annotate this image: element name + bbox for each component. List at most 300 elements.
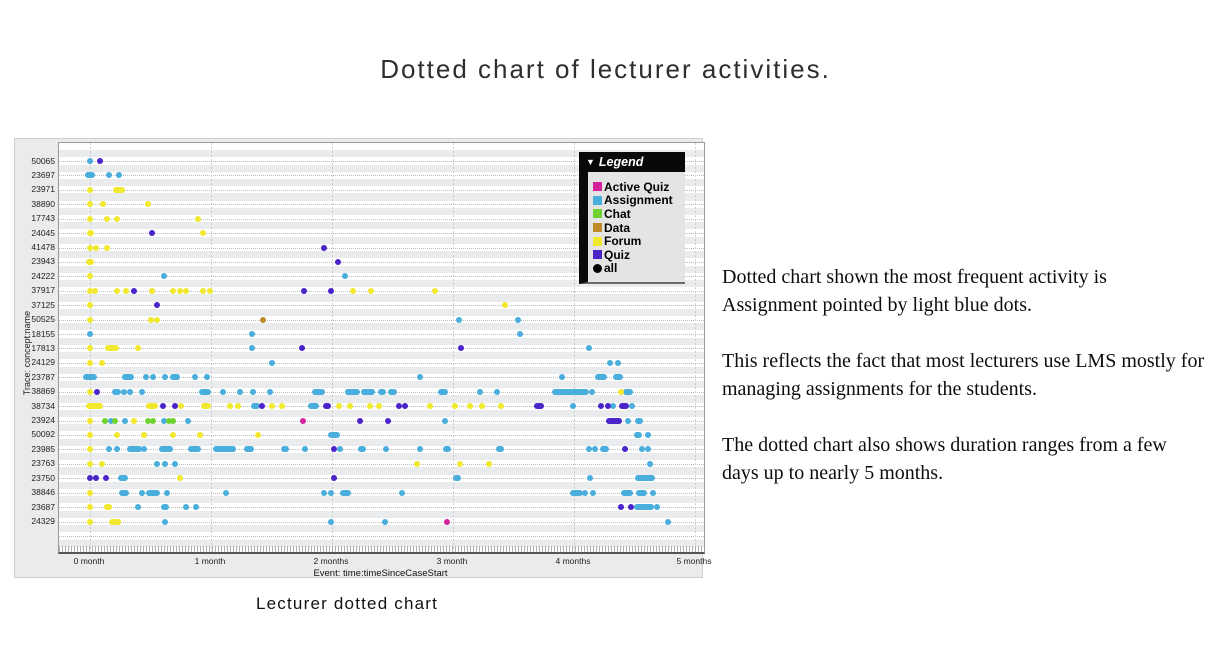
y-axis-label: 38734 xyxy=(31,400,55,411)
dot-as xyxy=(388,389,397,395)
dot-as xyxy=(399,490,405,496)
dot-as xyxy=(139,490,145,496)
page-title: Dotted chart of lecturer activities. xyxy=(380,54,831,84)
dot-as xyxy=(220,389,226,395)
dot-qz xyxy=(628,504,634,510)
dot-fo xyxy=(86,403,103,409)
row-stripe xyxy=(59,453,704,460)
dot-as xyxy=(665,519,671,525)
y-axis-label: 23985 xyxy=(31,443,55,454)
dot-qz xyxy=(103,475,109,481)
row-stripe xyxy=(59,511,704,518)
y-axis-label: 23943 xyxy=(31,256,55,267)
dot-fo xyxy=(145,201,151,207)
dot-as xyxy=(634,504,654,510)
dot-fo xyxy=(197,432,203,438)
row-gridline xyxy=(59,507,704,508)
y-axis-title: Trace: concept:name xyxy=(22,310,32,396)
dot-fo xyxy=(154,317,160,323)
row-stripe xyxy=(59,496,704,503)
dot-as xyxy=(623,389,633,395)
dot-as xyxy=(106,446,112,452)
dot-fo xyxy=(87,418,93,424)
dot-as xyxy=(442,418,448,424)
dot-as xyxy=(135,504,141,510)
dot-fo xyxy=(87,432,93,438)
dot-fo xyxy=(200,288,206,294)
dot-as xyxy=(382,519,388,525)
legend-body xyxy=(579,172,685,284)
dot-fo xyxy=(87,273,93,279)
dot-fo xyxy=(149,288,155,294)
dot-as xyxy=(302,446,308,452)
dot-as xyxy=(199,389,211,395)
y-axis-label: 23787 xyxy=(31,371,55,382)
dot-as xyxy=(141,446,147,452)
dot-fo xyxy=(123,288,129,294)
dot-ch xyxy=(170,418,176,424)
row-stripe xyxy=(59,395,704,402)
dot-as xyxy=(83,374,97,380)
dot-qz xyxy=(598,403,604,409)
dot-as xyxy=(250,389,256,395)
dot-as xyxy=(328,519,334,525)
dot-da xyxy=(260,317,266,323)
dot-as xyxy=(106,172,112,178)
dot-as xyxy=(496,446,504,452)
y-axis-label: 24222 xyxy=(31,270,55,281)
dot-fo xyxy=(87,230,94,236)
dot-as xyxy=(634,432,642,438)
dot-fo xyxy=(178,403,184,409)
x-axis-tick-label: 2 months xyxy=(313,556,349,566)
dot-as xyxy=(328,490,334,496)
row-stripe xyxy=(59,294,704,301)
dot-as xyxy=(321,490,327,496)
legend-entry xyxy=(593,262,681,276)
dotted-chart-panel xyxy=(14,138,712,579)
y-axis-label: 17813 xyxy=(31,342,55,353)
row-gridline xyxy=(59,478,704,479)
dot-as xyxy=(625,418,631,424)
row-stripe xyxy=(59,352,704,359)
dot-as xyxy=(417,446,423,452)
month-gridline xyxy=(211,143,212,552)
dot-fo xyxy=(207,288,213,294)
dot-as xyxy=(267,389,273,395)
dot-fo xyxy=(105,345,119,351)
x-axis-tick-label: 3 month xyxy=(436,556,468,566)
dot-as xyxy=(122,374,134,380)
dot-qz xyxy=(321,245,327,251)
dot-qz xyxy=(622,446,628,452)
dot-as xyxy=(121,389,127,395)
dot-fo xyxy=(414,461,420,467)
dot-qz xyxy=(299,345,305,351)
dot-fo xyxy=(148,317,154,323)
data-swatch-icon xyxy=(593,223,602,232)
dot-fo xyxy=(131,418,137,424)
row-stripe xyxy=(59,525,704,532)
dot-as xyxy=(635,418,643,424)
y-axis-label: 23971 xyxy=(31,184,55,195)
dot-as xyxy=(559,374,565,380)
legend-title: Legend xyxy=(598,155,644,169)
dot-as xyxy=(621,490,633,496)
dot-fo xyxy=(467,403,473,409)
dot-as xyxy=(127,389,133,395)
dot-fo xyxy=(255,432,261,438)
dot-fo xyxy=(87,519,93,525)
y-axis-label: 41478 xyxy=(31,242,55,253)
dot-fo xyxy=(279,403,285,409)
dot-as xyxy=(443,446,451,452)
dot-fo xyxy=(227,403,233,409)
dot-fo xyxy=(100,201,106,207)
dot-ch xyxy=(102,418,108,424)
dot-qz xyxy=(131,288,137,294)
dot-qz xyxy=(93,475,99,481)
dot-fo xyxy=(114,288,120,294)
dot-fo xyxy=(170,432,176,438)
dot-ch xyxy=(150,418,156,424)
dot-as xyxy=(122,418,128,424)
legend-entry xyxy=(593,248,681,262)
dot-as xyxy=(645,446,651,452)
legend-entry xyxy=(593,194,681,208)
y-axis-label: 23697 xyxy=(31,169,55,180)
dot-fo xyxy=(104,245,110,251)
dot-as xyxy=(607,360,613,366)
dot-as xyxy=(213,446,236,452)
dot-as xyxy=(345,389,360,395)
dot-as xyxy=(87,158,93,164)
dot-fo xyxy=(432,288,438,294)
dot-as xyxy=(237,389,243,395)
y-axis-label: 23924 xyxy=(31,415,55,426)
x-axis-tick-label: 5 months xyxy=(676,556,712,566)
dot-as xyxy=(162,519,168,525)
dot-qz xyxy=(331,446,337,452)
dot-fo xyxy=(87,490,93,496)
y-axis-label: 18155 xyxy=(31,328,55,339)
dot-fo xyxy=(350,288,356,294)
dot-qz xyxy=(331,475,337,481)
month-gridline xyxy=(695,143,696,552)
dot-as xyxy=(87,331,93,337)
dot-as xyxy=(188,446,201,452)
y-axis-label: 38890 xyxy=(31,198,55,209)
dot-fo xyxy=(618,389,624,395)
y-axis-label: 37125 xyxy=(31,299,55,310)
dot-as xyxy=(172,461,178,467)
dot-fo xyxy=(452,403,458,409)
dot-qz xyxy=(605,403,611,409)
dot-as xyxy=(635,475,655,481)
dot-qz xyxy=(301,288,307,294)
x-axis-title: Event: time:timeSinceCaseStart xyxy=(313,568,448,579)
row-stripe xyxy=(59,381,704,388)
dot-fo xyxy=(177,475,183,481)
row-stripe xyxy=(59,424,704,431)
dot-fo xyxy=(87,461,93,467)
dot-as xyxy=(586,446,592,452)
row-stripe xyxy=(59,482,704,489)
y-axis-label: 24329 xyxy=(31,516,55,526)
dot-as xyxy=(636,490,647,496)
dot-as xyxy=(139,389,145,395)
dot-as xyxy=(116,172,122,178)
dot-qz xyxy=(97,158,103,164)
dot-fo xyxy=(104,504,112,510)
x-axis-tick-label: 1 month xyxy=(194,556,226,566)
dot-as xyxy=(183,504,189,510)
dot-as xyxy=(193,504,199,510)
dot-fo xyxy=(87,317,93,323)
dot-as xyxy=(161,273,167,279)
dot-as xyxy=(517,331,523,337)
annotation-paragraph: Dotted chart shown the most frequent activity is Assignment pointed by light blue dots. xyxy=(722,266,1107,316)
row-stripe xyxy=(59,323,704,330)
row-stripe xyxy=(59,338,704,345)
dot-as xyxy=(170,374,180,380)
legend-entry-label: Assignment xyxy=(604,193,673,208)
dot-as xyxy=(358,446,366,452)
dot-as xyxy=(119,490,129,496)
dot-as xyxy=(340,490,351,496)
dot-as xyxy=(159,446,173,452)
y-axis-label: 50065 xyxy=(31,155,55,166)
dot-fo xyxy=(114,432,120,438)
dot-fo xyxy=(104,216,110,222)
dot-fo xyxy=(87,216,93,222)
y-axis-label: 17743 xyxy=(31,213,55,224)
row-gridline xyxy=(59,435,704,436)
dot-as xyxy=(378,389,386,395)
dot-qz xyxy=(402,403,408,409)
dot-qz xyxy=(458,345,464,351)
dot-qz xyxy=(94,389,100,395)
dot-as xyxy=(150,374,156,380)
dot-as xyxy=(249,345,255,351)
dot-as xyxy=(590,490,596,496)
dot-fo xyxy=(86,259,94,265)
dot-as xyxy=(613,374,623,380)
dot-fo xyxy=(502,302,508,308)
dot-fo xyxy=(347,403,353,409)
row-gridline xyxy=(59,334,704,335)
legend-entry-label: all xyxy=(604,261,618,276)
y-axis-label: 38869 xyxy=(31,386,55,397)
annotation-paragraph: This reflects the fact that most lecturers use LMS mostly for managing assignments for the students. xyxy=(722,350,1205,400)
row-stripe xyxy=(59,467,704,474)
dot-as xyxy=(477,389,483,395)
y-axis-label: 50525 xyxy=(31,314,55,325)
dot-fo xyxy=(99,360,105,366)
y-axis-label: 50092 xyxy=(31,429,55,440)
dot-qz xyxy=(534,403,544,409)
dot-as xyxy=(337,446,343,452)
dot-fo xyxy=(269,403,275,409)
annotation-paragraph: The dotted chart also shows duration ranges from a few days up to nearly 5 months. xyxy=(722,434,1167,484)
dot-aq xyxy=(444,519,450,525)
dot-as xyxy=(161,504,169,510)
dot-qz xyxy=(606,418,622,424)
dot-as xyxy=(249,331,255,337)
dot-qz xyxy=(172,403,178,409)
dot-as xyxy=(586,345,592,351)
dot-as xyxy=(494,389,500,395)
dot-as xyxy=(85,172,95,178)
dot-as xyxy=(587,475,593,481)
legend-entry xyxy=(593,207,681,221)
dot-as xyxy=(223,490,229,496)
dot-as xyxy=(244,446,254,452)
annotation-text xyxy=(722,263,1206,515)
dot-as xyxy=(361,389,375,395)
dot-as xyxy=(570,490,583,496)
dot-as xyxy=(595,374,607,380)
dot-fo xyxy=(336,403,342,409)
dot-fo xyxy=(87,302,93,308)
dot-as xyxy=(342,273,348,279)
dot-qz xyxy=(396,403,402,409)
dot-fo xyxy=(479,403,485,409)
dot-aq xyxy=(300,418,306,424)
dot-fo xyxy=(87,504,93,510)
dot-as xyxy=(162,461,168,467)
legend xyxy=(579,152,685,284)
dot-as xyxy=(308,403,319,409)
dot-as xyxy=(154,461,160,467)
x-axis-tick-label: 4 months xyxy=(555,556,591,566)
dot-as xyxy=(269,360,275,366)
dot-as xyxy=(615,360,621,366)
y-axis-label: 23763 xyxy=(31,458,55,469)
dot-as xyxy=(146,490,160,496)
row-gridline xyxy=(59,291,704,292)
dot-fo xyxy=(87,345,93,351)
dot-qz xyxy=(357,418,363,424)
collapse-icon: ▼ xyxy=(586,157,595,167)
dot-as xyxy=(143,374,149,380)
legend-entry xyxy=(593,180,681,194)
dot-as xyxy=(118,475,128,481)
legend-entry xyxy=(593,234,681,248)
dot-as xyxy=(570,403,576,409)
dot-fo xyxy=(235,403,241,409)
dot-fo xyxy=(201,403,211,409)
assignment-swatch-icon xyxy=(593,196,602,205)
legend-entry-label: Data xyxy=(604,220,631,235)
all-swatch-icon xyxy=(593,264,602,273)
dot-as xyxy=(629,403,635,409)
y-axis-label: 37917 xyxy=(31,285,55,296)
dot-fo xyxy=(92,288,98,294)
legend-entry-label: Active Quiz xyxy=(604,179,670,194)
dot-qz xyxy=(385,418,391,424)
quiz-swatch-icon xyxy=(593,250,602,259)
dot-as xyxy=(417,374,423,380)
dot-fo xyxy=(146,403,158,409)
dot-as xyxy=(589,389,595,395)
dot-as xyxy=(552,389,589,395)
dot-fo xyxy=(113,187,125,193)
dot-qz xyxy=(154,302,160,308)
dot-fo xyxy=(200,230,206,236)
y-axis-label: 38846 xyxy=(31,487,55,498)
dot-fo xyxy=(87,201,93,207)
dot-qz xyxy=(335,259,341,265)
dot-ch xyxy=(112,418,118,424)
figure-caption: Lecturer dotted chart xyxy=(256,594,439,613)
legend-entry-label: Forum xyxy=(604,234,642,249)
dot-fo xyxy=(427,403,433,409)
legend-header[interactable] xyxy=(579,152,685,172)
dot-fo xyxy=(170,288,176,294)
legend-entry xyxy=(593,221,681,235)
dot-qz xyxy=(618,504,624,510)
dot-as xyxy=(639,446,645,452)
dot-as xyxy=(312,389,325,395)
y-axis-label: 24129 xyxy=(31,357,55,368)
time-ruler xyxy=(59,546,704,552)
dot-as xyxy=(647,461,653,467)
dot-as xyxy=(162,374,168,380)
dot-as xyxy=(185,418,191,424)
dot-qz xyxy=(323,403,331,409)
legend-entry-label: Quiz xyxy=(604,247,630,262)
dot-as xyxy=(204,374,210,380)
row-gridline xyxy=(59,348,704,349)
dot-qz xyxy=(328,288,334,294)
dot-as xyxy=(114,446,120,452)
dot-fo xyxy=(376,403,382,409)
y-axis-label: 23750 xyxy=(31,472,55,483)
dot-fo xyxy=(368,288,374,294)
dot-as xyxy=(281,446,289,452)
dot-fo xyxy=(183,288,189,294)
dot-as xyxy=(127,446,142,452)
dot-as xyxy=(164,490,170,496)
forum-swatch-icon xyxy=(593,237,602,246)
row-stripe xyxy=(59,439,704,446)
dot-as xyxy=(383,446,389,452)
dot-as xyxy=(456,317,462,323)
dot-as xyxy=(582,490,588,496)
dot-fo xyxy=(87,360,93,366)
dot-fo xyxy=(135,345,141,351)
dot-as xyxy=(592,446,598,452)
dot-fo xyxy=(177,288,183,294)
dot-fo xyxy=(87,187,93,193)
dot-fo xyxy=(87,389,93,395)
dot-as xyxy=(328,432,340,438)
dot-fo xyxy=(486,461,492,467)
dot-as xyxy=(515,317,521,323)
dot-as xyxy=(453,475,461,481)
dot-as xyxy=(192,374,198,380)
active-quiz-swatch-icon xyxy=(593,182,602,191)
row-stripe xyxy=(59,309,704,316)
dot-fo xyxy=(109,519,121,525)
dot-fo xyxy=(367,403,373,409)
dot-as xyxy=(438,389,448,395)
dot-fo xyxy=(99,461,105,467)
dot-qz xyxy=(160,403,166,409)
x-axis-tick-label: 0 month xyxy=(73,556,105,566)
legend-entry-label: Chat xyxy=(604,206,631,221)
